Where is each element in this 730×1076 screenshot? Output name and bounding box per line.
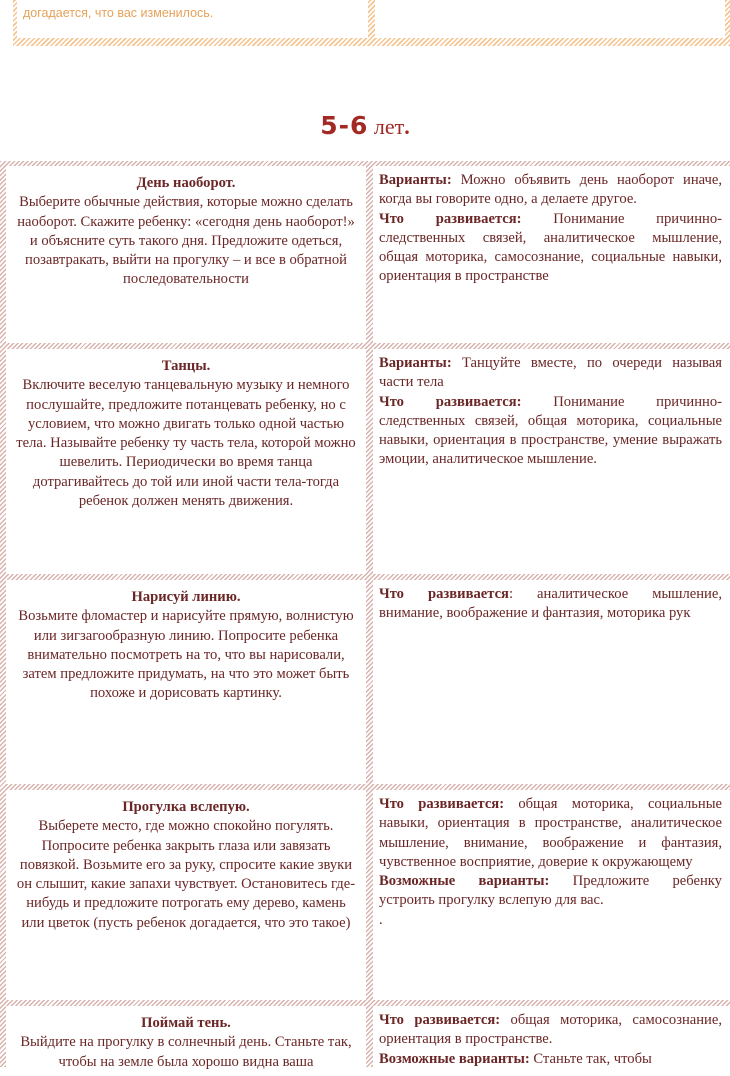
develops-label: Что развивается:	[379, 210, 522, 227]
develops-text: Понимание причинно-следственных связей, общая моторика, социальные навыки, ориентация в пространстве, умение выражать эмоции, аналитическое мышление.	[379, 393, 723, 468]
age-range-number: 5-6	[320, 111, 369, 140]
game-description: Выйдите на прогулку в солнечный день. Станьте так, чтобы на земле была хорошо видна ваша	[20, 1034, 352, 1070]
variants-label: Возможные варианты:	[379, 1050, 530, 1067]
games-table	[0, 161, 730, 1070]
variants-text: Предложите ребенку устроить прогулку вслепую для вас.	[379, 873, 722, 909]
develops-paragraph	[379, 585, 722, 624]
game-description: Включите веселую танцевальную музыку и немного послушайте, предложите потанцевать ребенку, но с условием, что можно двигать только одной частью тела. Называйте ребенку ту часть тела, которой можно шевелить. Периодически во время танца дотрагивайтесь до той или иной части тела-тогда ребенок должен менять движения.	[16, 377, 356, 510]
develops-text: общая моторика, самосознание, ориентация в пространстве.	[379, 1012, 722, 1048]
variants-text: Станьте так, чтобы	[529, 1050, 652, 1067]
develops-paragraph	[379, 1011, 722, 1050]
variants-paragraph	[379, 171, 722, 210]
variants-label: Варианты:	[379, 172, 452, 188]
variants-text: Танцуйте вместе, по очереди называя части тела	[379, 355, 722, 391]
previous-table-fragment	[13, 0, 730, 46]
variants-paragraph	[379, 354, 722, 393]
game-description: Выберите обычные действия, которые можно сделать наоборот. Скажите ребенку: «сегодня день наоборот!» и объясните суть такого дня. Предложите одеться, позавтракать, выйти на прогулку – и все в обратной последовательности	[17, 194, 355, 288]
game-title: Танцы.	[161, 358, 211, 374]
develops-paragraph	[379, 210, 722, 287]
variants-label: Возможные варианты:	[379, 873, 550, 890]
table-row-4-right	[373, 790, 730, 1000]
table-row-1-left	[6, 166, 366, 343]
table-row-2-left	[6, 349, 366, 574]
trailing-dot-text: .	[379, 911, 383, 928]
develops-text: общая моторика, социальные навыки, ориентация в пространстве, аналитическое мышление, внимание, воображение и фантазия, чувственное восприятие, доверие к окружающему	[379, 796, 722, 870]
variants-paragraph	[379, 1050, 722, 1069]
previous-table-left-cell	[17, 0, 368, 38]
develops-label: Что развивается:	[379, 796, 505, 812]
table-row-1-right	[373, 166, 730, 343]
develops-paragraph	[379, 393, 722, 470]
develops-text: : аналитическое мышление, внимание, воображение и фантазия, моторика рук	[379, 586, 722, 622]
table-row-5-left	[6, 1006, 366, 1076]
table-row-2-right	[373, 349, 730, 574]
previous-table-right-text	[375, 0, 725, 6]
table-row-5-right	[373, 1006, 730, 1076]
variants-label: Варианты:	[379, 355, 452, 371]
game-description: Возьмите фломастер и нарисуйте прямую, волнистую или зигзагообразную линию. Попросите ребенка внимательно посмотреть на то, что вы нарисовали, затем предложите придумать, на что это может быть похоже и дорисовать картинку.	[18, 608, 354, 702]
game-description: Выберете место, где можно спокойно погулять. Попросите ребенка закрыть глаза или завязать повязкой. Возьмите его за руку, спросите какие звуки он слышит, какие запахи чувствует. Остановитесь где-нибудь и предложите потрогать ему дерево, камень или цветок (пусть ребенок догадается, что это такое)	[16, 818, 356, 931]
develops-label: Что развивается:	[379, 393, 522, 410]
variants-paragraph	[379, 872, 722, 911]
game-title: Нарисуй линию.	[131, 589, 241, 605]
age-range-word: лет	[373, 114, 405, 139]
game-title: День наоборот.	[136, 175, 236, 191]
table-row-4-left	[6, 790, 366, 1000]
variants-text: Можно объявить день наоборот иначе, когда вы говорите одно, а делаете другое.	[379, 172, 722, 208]
trailing-dot	[379, 911, 722, 930]
develops-label: Что развивается:	[379, 1012, 501, 1028]
develops-text: Понимание причинно-следственных связей, аналитическое мышление, общая моторика, самосознание, социальные навыки, ориентация в пространстве	[379, 210, 723, 285]
previous-table-left-text: догадается, что вас изменилось.	[23, 6, 214, 20]
previous-table-right-cell	[375, 0, 725, 38]
develops-paragraph	[379, 795, 722, 872]
game-title: Поймай тень.	[141, 1015, 231, 1031]
table-row-3-right	[373, 580, 730, 784]
age-range-dot: .	[404, 114, 410, 139]
table-row-3-left	[6, 580, 366, 784]
game-title: Прогулка вслепую.	[122, 799, 250, 815]
develops-label: Что развивается	[379, 586, 509, 602]
age-section-heading	[0, 111, 730, 140]
